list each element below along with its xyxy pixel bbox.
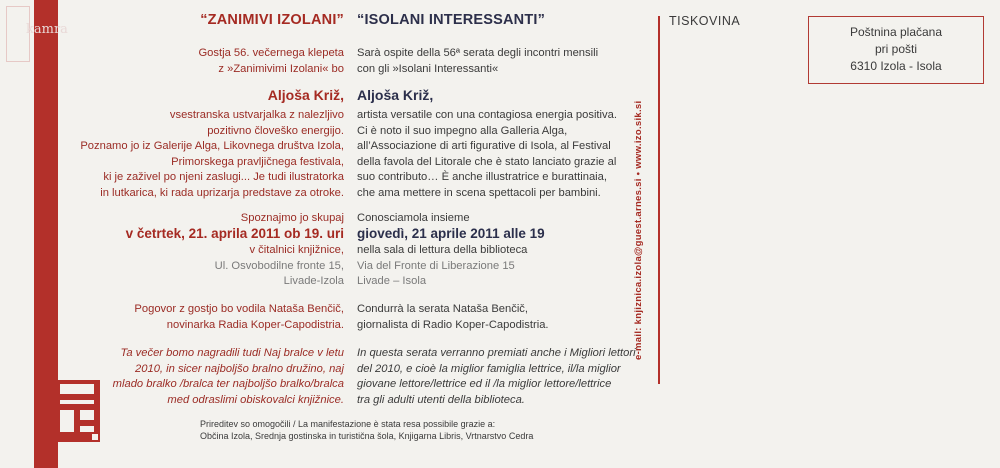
- guest-name-italian: Aljoša Križ,: [357, 87, 434, 103]
- guest-name-slovene: Aljoša Križ,: [267, 87, 344, 103]
- text-line: Poznamo jo iz Galerije Alga, Likovnega društva Izola,: [80, 140, 344, 152]
- guest-description-slovene: [60, 108, 344, 201]
- text-line: med odraslimi obiskovalci knjižnice.: [167, 393, 344, 406]
- postage-paid-stamp: [808, 16, 984, 84]
- venue-slovene: [60, 243, 344, 290]
- text-line: Ul. Osvobodilne fronte 15,: [214, 259, 344, 272]
- text-line: Livade – Isola: [357, 275, 427, 287]
- text-line: con gli »Isolani Interessanti«: [357, 62, 499, 75]
- watermark-text: kamra: [26, 22, 68, 37]
- contact-vertical-text: e-mail: knjiznica.izola@guest.arnes.si • www.izo.sik.si: [633, 100, 644, 360]
- text-line: pri pošti: [874, 42, 918, 56]
- text-line: giornalista di Radio Koper-Capodistria.: [357, 318, 549, 331]
- red-side-band: [34, 0, 58, 468]
- sponsors-footer: [200, 418, 580, 442]
- text-line: Ta večer bomo nagradili tudi Naj bralce v letu: [120, 347, 344, 359]
- text-line: vsestranska ustvarjalka z nalezljivo: [169, 109, 344, 121]
- host-italian: [357, 302, 652, 333]
- text-line: Pogovor z gostjo bo vodila Nataša Benčič,: [134, 303, 344, 315]
- event-date-italian: giovedì, 21 aprile 2011 alle 19: [357, 226, 545, 241]
- text-line: Condurrà la serata Nataša Benčič,: [357, 303, 529, 315]
- text-line: v čitalnici knjižnice,: [249, 244, 344, 256]
- text-line: Primorskega pravljičnega festivala,: [171, 155, 344, 168]
- meet-line-italian: Conosciamola insieme: [357, 212, 470, 224]
- text-line: nella sala di lettura della biblioteca: [357, 244, 528, 256]
- award-note-italian: [357, 346, 652, 408]
- text-line: ki je zaživel po njeni zaslugi... Je tudi ilustratorka: [103, 171, 344, 183]
- text-line: pozitivno človeško energijo.: [207, 124, 344, 137]
- text-line: novinarka Radia Koper-Capodistria.: [166, 318, 344, 331]
- text-line: 2010, in sicer najboljšo bralno družino, naj: [135, 362, 344, 375]
- intro-slovene: [60, 46, 344, 77]
- text-line: In questa serata verranno premiati anche i Migliori lettori: [357, 347, 636, 359]
- title-italian: “ISOLANI INTERESSANTI”: [357, 12, 546, 28]
- text-line: del 2010, e cioè la miglior famiglia lettrice, il/la miglior: [357, 362, 621, 375]
- text-line: Prireditev so omogočili / La manifestazione è stata resa possibile grazie a:: [200, 419, 496, 429]
- tiskovina-label: TISKOVINA: [669, 14, 741, 28]
- text-line: suo contributo… È anche illustratrice e burattinaia,: [357, 171, 607, 183]
- host-slovene: [60, 302, 344, 333]
- meet-line-slovene: Spoznajmo jo skupaj: [240, 212, 344, 224]
- text-line: 6310 Izola - Isola: [850, 59, 942, 73]
- text-line: che ama mettere in scena spettacoli per bambini.: [357, 186, 601, 199]
- text-line: Sarà ospite della 56ª serata degli incontri mensili: [357, 47, 599, 59]
- text-line: in lutkarica, ki rada uprizarja predstave za otroke.: [100, 186, 344, 199]
- text-line: z »Zanimivimi Izolani« bo: [218, 62, 344, 75]
- text-line: artista versatile con una contagiosa energia positiva.: [357, 109, 617, 121]
- red-divider: [658, 16, 660, 384]
- text-line: Gostja 56. večernega klepeta: [198, 47, 344, 59]
- text-line: tra gli adulti utenti della biblioteca.: [357, 393, 525, 406]
- intro-italian: [357, 46, 652, 77]
- text-line: Poštnina plačana: [849, 25, 943, 39]
- text-line: Ci è noto il suo impegno alla Galleria Alga,: [357, 124, 568, 137]
- text-line: mlado bralko /bralca ter najboljšo bralko/bralca: [112, 378, 344, 390]
- text-line: Livade-Izola: [283, 275, 344, 287]
- title-slovene: “ZANIMIVI IZOLANI”: [200, 12, 344, 28]
- venue-italian: [357, 243, 652, 290]
- award-note-slovene: [60, 346, 344, 408]
- event-date-slovene: v četrtek, 21. aprila 2011 ob 19. uri: [125, 226, 344, 241]
- text-line: all’Associazione di arti figurative di Isola, al Festival: [357, 140, 611, 152]
- text-line: Via del Fronte di Liberazione 15: [357, 259, 515, 272]
- text-line: giovane lettore/lettrice ed il /la miglior lettore/lettrice: [357, 378, 612, 390]
- text-line: della favola del Litorale che è stato lanciato grazie al: [357, 155, 617, 168]
- guest-description-italian: [357, 108, 652, 201]
- text-line: Občina Izola, Srednja gostinska in turistična šola, Knjigarna Libris, Vrtnarstvo Cedra: [200, 431, 534, 441]
